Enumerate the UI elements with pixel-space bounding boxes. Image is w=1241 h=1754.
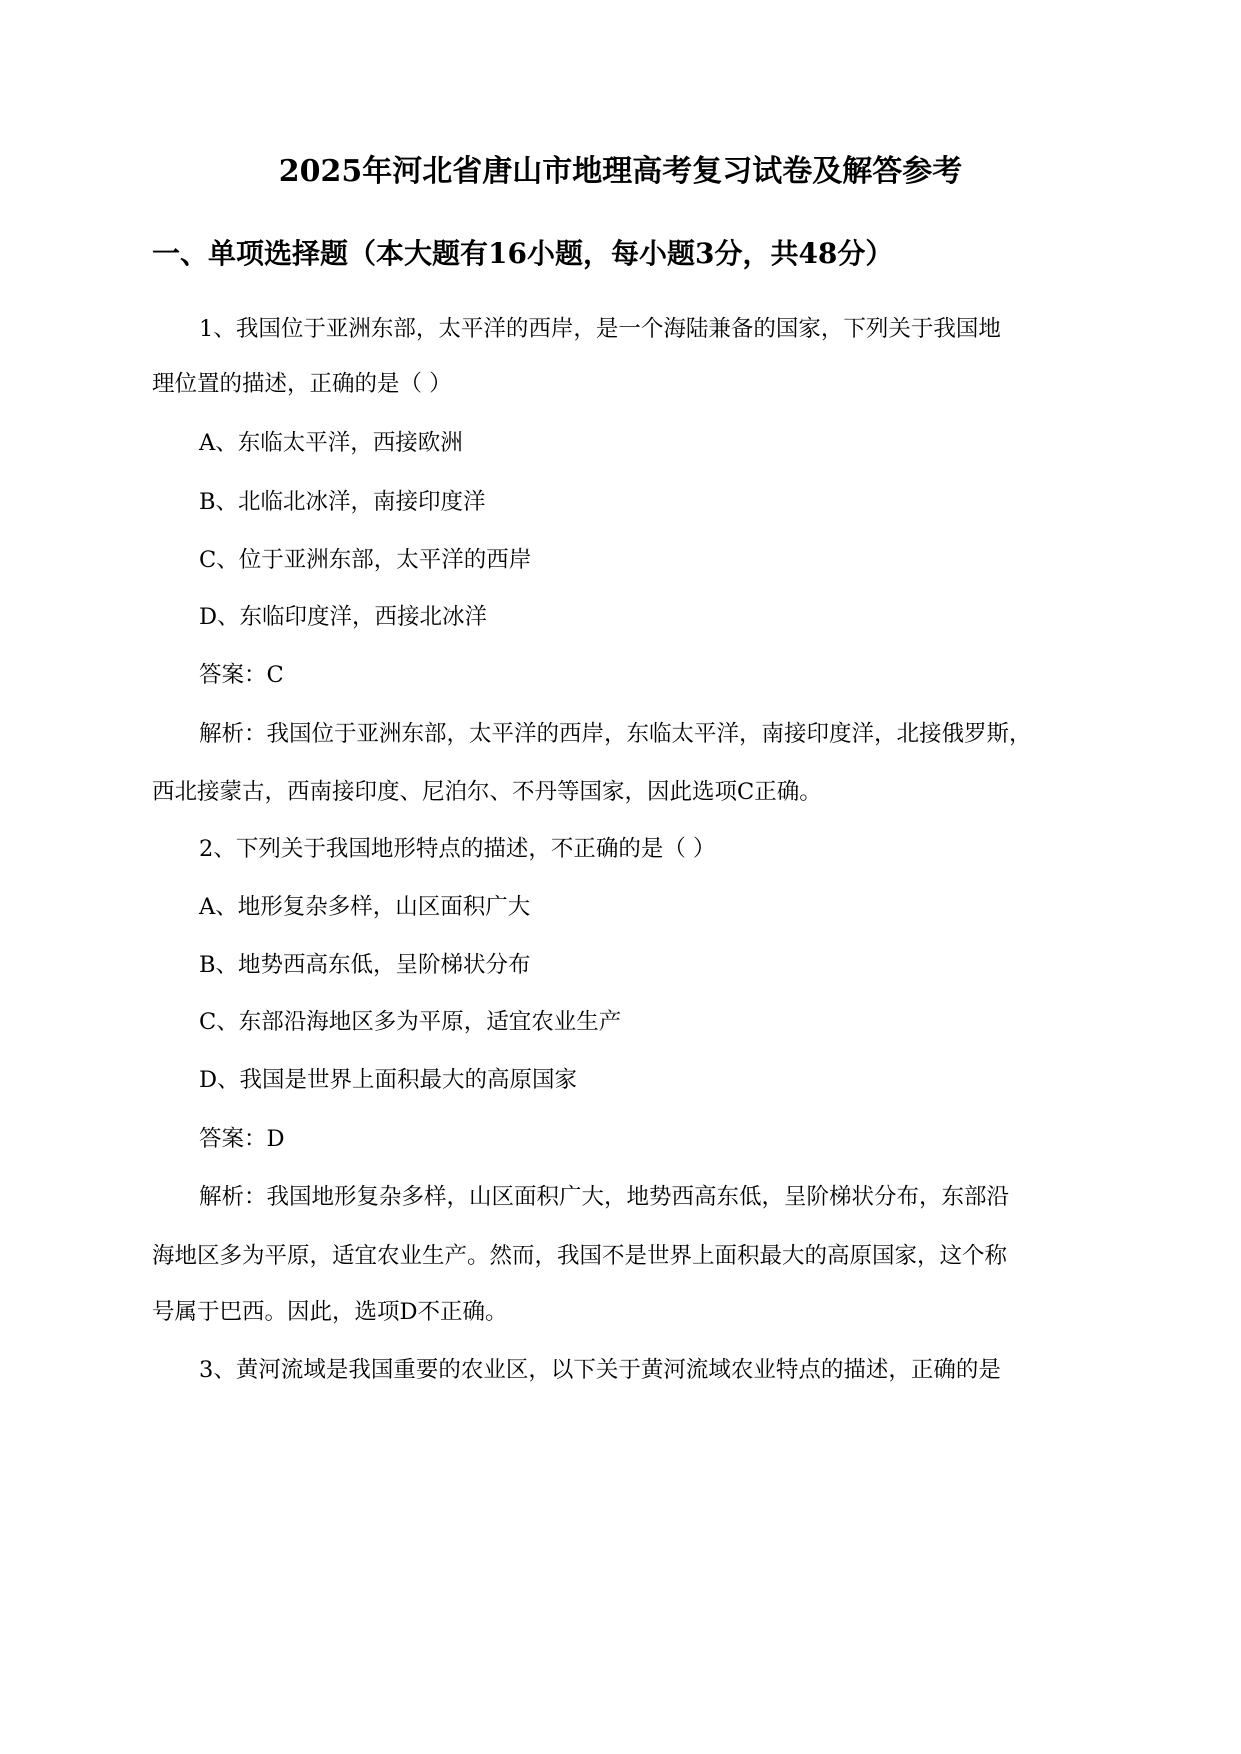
q2-option-d: D、我国是世界上面积最大的高原国家 [199,1067,578,1093]
q2-analysis-line1: 解析：我国地形复杂多样，山区面积广大，地势西高东低，呈阶梯状分布，东部沿 [199,1184,1010,1210]
q1-option-c: C、位于亚洲东部，太平洋的西岸 [199,547,532,573]
q1-answer: 答案：C [199,662,284,688]
q1-analysis-line2: 西北接蒙古，西南接印度、尼泊尔、不丹等国家，因此选项C正确。 [152,779,822,805]
q2-stem-line1: 2、下列关于我国地形特点的描述，不正确的是（ ） [199,836,716,862]
q1-option-a: A、东临太平洋，西接欧洲 [199,430,463,456]
q1-analysis-line1: 解析：我国位于亚洲东部，太平洋的西岸，东临太平洋，南接印度洋，北接俄罗斯， [199,721,1032,747]
q2-option-b: B、地势西高东低，呈阶梯状分布 [199,952,531,978]
section-heading: 一、单项选择题（本大题有16小题，每小题3分，共48分） [152,237,894,270]
q3-stem-line1: 3、黄河流域是我国重要的农业区，以下关于黄河流域农业特点的描述，正确的是 [199,1357,1001,1383]
q1-stem-line2: 理位置的描述，正确的是（ ） [152,371,452,397]
q2-analysis-line3: 号属于巴西。因此，选项D不正确。 [152,1299,508,1325]
q2-option-a: A、地形复杂多样，山区面积广大 [199,894,531,920]
q2-analysis-line2: 海地区多为平原，适宜农业生产。然而，我国不是世界上面积最大的高原国家，这个称 [152,1243,1008,1269]
q2-option-c: C、东部沿海地区多为平原，适宜农业生产 [199,1009,622,1035]
document-title: 2025年河北省唐山市地理高考复习试卷及解答参考 [278,154,963,189]
q1-option-b: B、北临北冰洋，南接印度洋 [199,489,486,515]
q1-stem-line1: 1、我国位于亚洲东部，太平洋的西岸，是一个海陆兼备的国家，下列关于我国地 [199,316,1001,342]
q2-answer: 答案：D [199,1126,285,1152]
q1-option-d: D、东临印度洋，西接北冰洋 [199,604,488,630]
